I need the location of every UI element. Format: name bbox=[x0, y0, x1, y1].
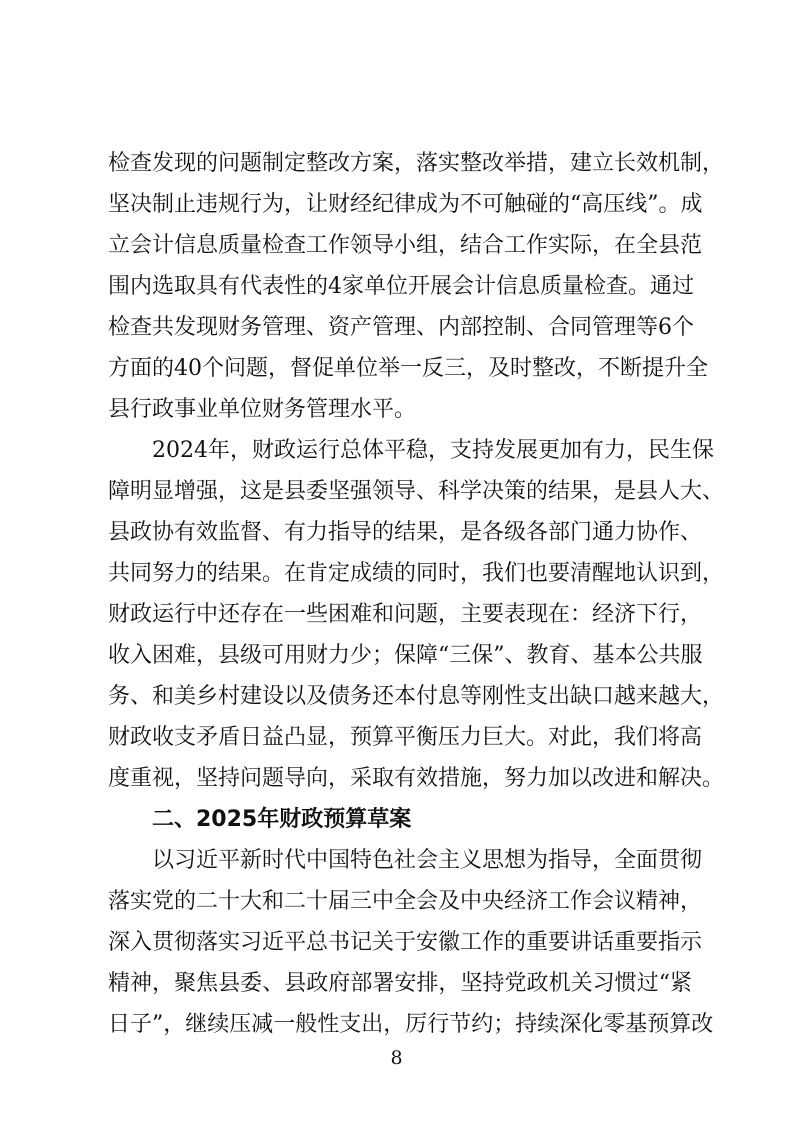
text-line: 以习近平新时代中国特色社会主义思想为指导，全面贯彻 bbox=[108, 848, 703, 873]
text-line: 财政运行中还存在一些困难和问题，主要表现在：经济下行， bbox=[108, 602, 703, 627]
text-line: 收入困难，县级可用财力少；保障“三保”、教育、基本公共服 bbox=[108, 643, 703, 668]
text-line: 检查发现的问题制定整改方案，落实整改举措，建立长效机制， bbox=[108, 151, 725, 176]
text-line: 度重视，坚持问题导向，采取有效措施，努力加以改进和解决。 bbox=[108, 766, 725, 791]
text-line: 立会计信息质量检查工作领导小组，结合工作实际，在全县范 bbox=[108, 233, 703, 258]
text-line: 方面的40个问题，督促单位举一反三，及时整改，不断提升全 bbox=[108, 356, 708, 381]
page-number: 8 bbox=[390, 1047, 403, 1069]
text-line: 财政收支矛盾日益凸显，预算平衡压力巨大。对此，我们将高 bbox=[108, 725, 703, 750]
text-line: 障明显增强，这是县委坚强领导、科学决策的结果，是县人大、 bbox=[108, 479, 725, 504]
text-line: 务、和美乡村建设以及债务还本付息等刚性支出缺口越来越大， bbox=[108, 684, 725, 709]
section-heading: 二、2025年财政预算草案 bbox=[108, 807, 412, 832]
text-line: 坚决制止违规行为，让财经纪律成为不可触碰的“高压线”。成 bbox=[108, 192, 703, 217]
text-line: 县政协有效监督、有力指导的结果，是各级各部门通力协作、 bbox=[108, 520, 703, 545]
text-line: 县行政事业单位财务管理水平。 bbox=[108, 397, 417, 422]
text-line: 落实党的二十大和二十届三中全会及中央经济工作会议精神， bbox=[108, 889, 703, 914]
text-line: 围内选取具有代表性的4家单位开展会计信息质量检查。通过 bbox=[108, 274, 694, 299]
text-line: 2024年，财政运行总体平稳，支持发展更加有力，民生保 bbox=[108, 438, 714, 463]
text-line: 检查共发现财务管理、资产管理、内部控制、合同管理等6个 bbox=[108, 315, 694, 340]
text-line: 日子”，继续压减一般性支出，厉行节约；持续深化零基预算改 bbox=[108, 1012, 714, 1037]
text-line: 深入贯彻落实习近平总书记关于安徽工作的重要讲话重要指示 bbox=[108, 930, 703, 955]
text-line: 精神，聚焦县委、县政府部署安排，坚持党政机关习惯过“紧 bbox=[108, 971, 692, 996]
text-line: 共同努力的结果。在肯定成绩的同时，我们也要清醒地认识到， bbox=[108, 561, 725, 586]
